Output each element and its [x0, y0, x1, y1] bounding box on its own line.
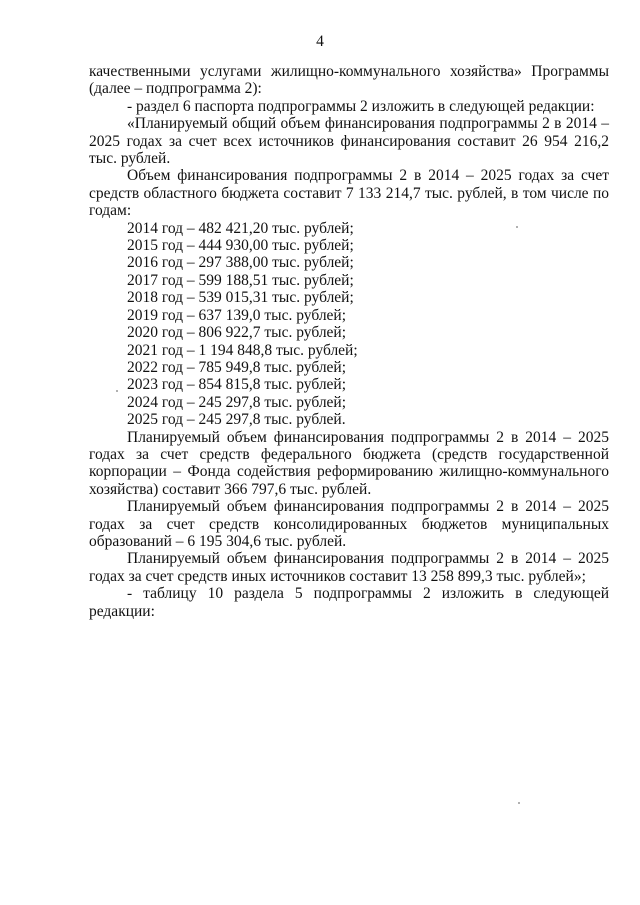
paragraph-intro: качественными услугами жилищно-коммунального хозяйства» Программы (далее – подпрограмма 2): [89, 63, 609, 98]
paragraph-federal-budget: Планируемый объем финансирования подпрограммы 2 в 2014 – 2025 годах за счет средств федерального бюджета (средств государственной корпорации – Фонда содействия реформированию жилищно-коммунального хозяйства) составит 366 797,6 тыс. рублей. [89, 428, 609, 498]
list-item: 2024 год – 245 297,8 тыс. рублей; [127, 393, 347, 411]
list-item: 2014 год – 482 421,20 тыс. рублей; [127, 219, 354, 237]
list-item: 2019 год – 637 139,0 тыс. рублей; [127, 306, 347, 324]
scan-speck [518, 802, 520, 804]
scan-speck [516, 226, 518, 228]
list-item: 2015 год – 444 930,00 тыс. рублей; [127, 237, 354, 255]
paragraph-table-edit: - таблицу 10 раздела 5 подпрограммы 2 изложить в следующей редакции: [89, 585, 609, 620]
paragraph-total-funding: «Планируемый общий объем финансирования подпрограммы 2 в 2014 – 2025 годах за счет всех источников финансирования составит 26 954 216,2 тыс. рублей. [89, 115, 609, 168]
list-item: 2022 год – 785 949,8 тыс. рублей; [127, 358, 347, 376]
document-body [89, 63, 609, 620]
list-item: 2017 год – 599 188,51 тыс. рублей; [127, 271, 354, 289]
list-item: 2020 год – 806 922,7 тыс. рублей; [127, 324, 347, 342]
list-item: 2023 год – 854 815,8 тыс. рублей; [127, 376, 347, 394]
funding-by-year-list [89, 220, 609, 429]
list-item: 2021 год – 1 194 848,8 тыс. рублей; [127, 341, 358, 359]
list-item: 2018 год – 539 015,31 тыс. рублей; [127, 289, 354, 307]
page-number: 4 [316, 33, 324, 50]
paragraph-passport-section: - раздел 6 паспорта подпрограммы 2 изложить в следующей редакции: [127, 97, 595, 115]
paragraph-other-sources: Планируемый объем финансирования подпрограммы 2 в 2014 – 2025 годах за счет средств иных источников составит 13 258 899,3 тыс. рублей»; [89, 550, 609, 585]
list-item: 2016 год – 297 388,00 тыс. рублей; [127, 254, 354, 272]
list-item: 2025 год – 245 297,8 тыс. рублей. [127, 411, 346, 429]
paragraph-municipal-budget: Планируемый объем финансирования подпрограммы 2 в 2014 – 2025 годах за счет средств консолидированных бюджетов муниципальных образований – 6 195 304,6 тыс. рублей. [89, 498, 609, 550]
scan-speck [116, 390, 118, 392]
paragraph-regional-budget: Объем финансирования подпрограммы 2 в 2014 – 2025 годах за счет средств областного бюджета составит 7 133 214,7 тыс. рублей, в том числе по годам: [89, 167, 609, 220]
